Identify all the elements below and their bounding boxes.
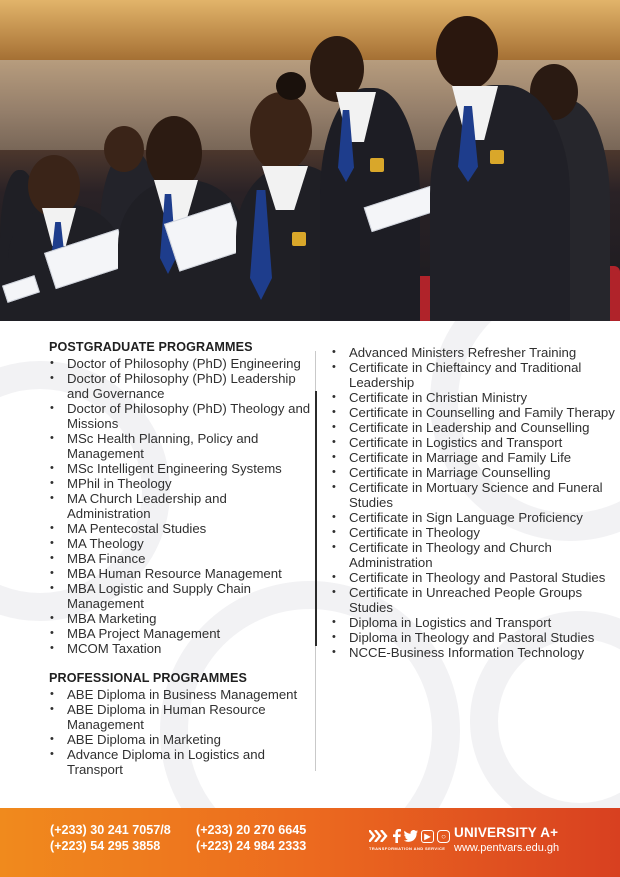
brand-arrows-icon <box>369 830 389 842</box>
university-brand <box>454 825 559 854</box>
hair-bun <box>276 72 306 100</box>
phone-number[interactable]: (+223) 54 295 3858 <box>50 839 161 853</box>
programmes-section <box>0 321 620 808</box>
list-item: • Certificate in Christian Ministry <box>331 390 616 405</box>
contact-footer <box>0 808 620 877</box>
list-item: • MA Church Leadership and Administration <box>49 491 311 521</box>
list-item: • Certificate in Leadership and Counselling <box>331 420 616 435</box>
tagline: TRANSFORMATION AND SERVICE <box>369 846 446 851</box>
list-item: • Certificate in Mortuary Science and Funeral Studies <box>331 480 616 510</box>
list-item: • Diploma in Logistics and Transport <box>331 615 616 630</box>
list-item: • ABE Diploma in Marketing <box>49 732 311 747</box>
list-item: • MSc Health Planning, Policy and Management <box>49 431 311 461</box>
list-item: • Certificate in Theology <box>331 525 616 540</box>
list-item: • Certificate in Sign Language Proficiency <box>331 510 616 525</box>
instagram-icon[interactable]: ○ <box>437 830 450 843</box>
list-item: • ABE Diploma in Business Management <box>49 687 311 702</box>
list-item: • Doctor of Philosophy (PhD) Engineering <box>49 356 311 371</box>
list-item: • MPhil in Theology <box>49 476 311 491</box>
column-divider <box>315 391 317 646</box>
list-item: • Certificate in Theology and Pastoral Studies <box>331 570 616 585</box>
certificate-list <box>331 345 616 660</box>
list-item: • Certificate in Unreached People Groups Studies <box>331 585 616 615</box>
list-item: • Certificate in Chieftaincy and Traditional Leadership <box>331 360 616 390</box>
head <box>250 92 312 172</box>
facebook-icon[interactable] <box>392 829 401 843</box>
website-link[interactable]: www.pentvars.edu.gh <box>454 842 560 854</box>
youtube-icon[interactable]: ▶ <box>421 830 434 843</box>
list-item: • MBA Marketing <box>49 611 311 626</box>
list-item: • Certificate in Counselling and Family Therapy <box>331 405 616 420</box>
list-item: • MA Pentecostal Studies <box>49 521 311 536</box>
social-icons <box>369 828 450 844</box>
list-item: • MSc Intelligent Engineering Systems <box>49 461 311 476</box>
postgraduate-heading: POSTGRADUATE PROGRAMMES <box>49 340 253 354</box>
list-item: • Advanced Ministers Refresher Training <box>331 345 616 360</box>
phone-number[interactable]: (+233) 30 241 7057/8 <box>50 823 171 837</box>
badge <box>490 150 504 164</box>
list-item: • ABE Diploma in Human Resource Management <box>49 702 311 732</box>
head <box>28 155 80 217</box>
head <box>436 16 498 90</box>
badge <box>292 232 306 246</box>
twitter-icon[interactable] <box>404 830 418 842</box>
list-item: • Certificate in Marriage and Family Life <box>331 450 616 465</box>
hero-photo-graduates <box>0 0 620 321</box>
list-item: • Certificate in Theology and Church Administration <box>331 540 616 570</box>
university-title: UNIVERSITY A+ <box>454 825 559 840</box>
phone-numbers <box>50 822 342 854</box>
person <box>430 85 570 321</box>
list-item: • MBA Project Management <box>49 626 311 641</box>
ceiling <box>0 0 620 60</box>
professional-list <box>49 687 311 777</box>
right-column <box>331 345 616 660</box>
list-item: • Advance Diploma in Logistics and Transport <box>49 747 311 777</box>
list-item: • Certificate in Marriage Counselling <box>331 465 616 480</box>
phone-number[interactable]: (+223) 24 984 2333 <box>196 839 307 853</box>
badge <box>370 158 384 172</box>
list-item: • MBA Finance <box>49 551 311 566</box>
list-item: • MBA Human Resource Management <box>49 566 311 581</box>
list-item: • MA Theology <box>49 536 311 551</box>
list-item: • Certificate in Logistics and Transport <box>331 435 616 450</box>
list-item: • Doctor of Philosophy (PhD) Theology and Missions <box>49 401 311 431</box>
professional-heading: PROFESSIONAL PROGRAMMES <box>49 671 247 685</box>
list-item: • NCCE-Business Information Technology <box>331 645 616 660</box>
left-column <box>49 340 311 777</box>
list-item: • MBA Logistic and Supply Chain Management <box>49 581 311 611</box>
head <box>104 126 144 172</box>
list-item: • Diploma in Theology and Pastoral Studies <box>331 630 616 645</box>
list-item: • Doctor of Philosophy (PhD) Leadership and Governance <box>49 371 311 401</box>
list-item: • MCOM Taxation <box>49 641 311 656</box>
postgraduate-list <box>49 356 311 656</box>
head <box>146 116 202 190</box>
phone-number[interactable]: (+233) 20 270 6645 <box>196 823 307 837</box>
